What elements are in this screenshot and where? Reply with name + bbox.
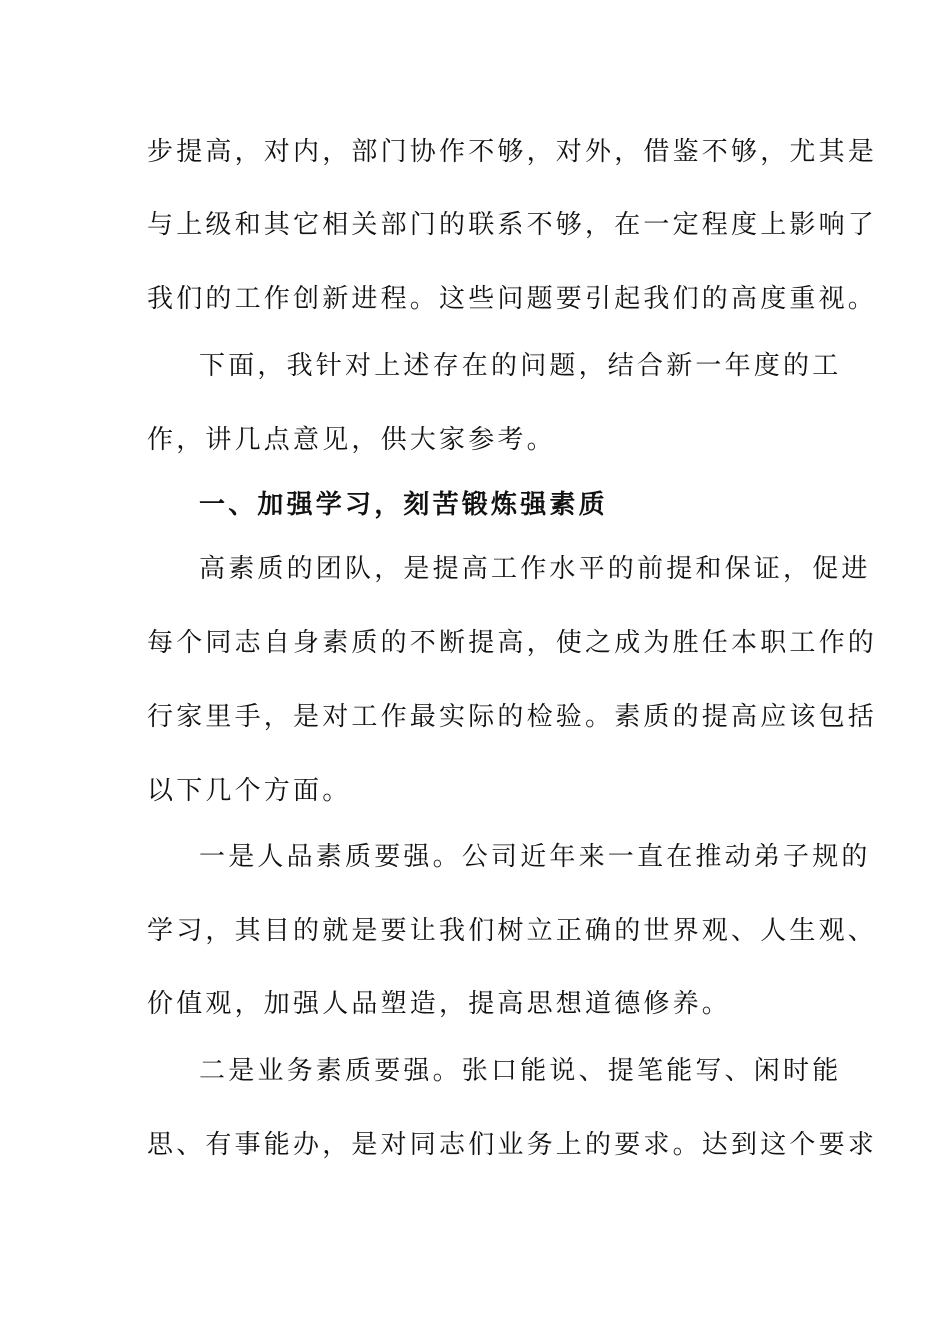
paragraph-first-line: 下面，我针对上述存在的问题，结合新一年度的工 [199,351,842,381]
text-line: 步提高，对内，部门协作不够，对外，借鉴不够，尤其是 [147,137,878,167]
text-line: 思、有事能办，是对同志们业务上的要求。达到这个要求 [147,1130,878,1160]
text-line: 与上级和其它相关部门的联系不够，在一定程度上影响了 [147,210,878,240]
section-heading: 一、加强学习，刻苦锻炼强素质 [199,490,608,520]
paragraph-first-line: 二是业务素质要强。张口能说、提笔能写、闲时能 [199,1056,842,1086]
text-line: 学习，其目的就是要让我们树立正确的世界观、人生观、 [147,916,878,946]
text-line: 作，讲几点意见，供大家参考。 [147,425,556,455]
paragraph-first-line: 高素质的团队，是提高工作水平的前提和保证，促进 [199,554,871,584]
text-line: 我们的工作创新进程。这些问题要引起我们的高度重视。 [147,284,878,314]
text-line: 价值观，加强人品塑造，提高思想道德修养。 [147,989,732,1019]
text-line: 以下几个方面。 [147,776,352,806]
text-line: 行家里手，是对工作最实际的检验。素质的提高应该包括 [147,702,878,732]
text-line: 每个同志自身素质的不断提高，使之成为胜任本职工作的 [147,628,878,658]
paragraph-first-line: 一是人品素质要强。公司近年来一直在推动弟子规的 [199,842,871,872]
